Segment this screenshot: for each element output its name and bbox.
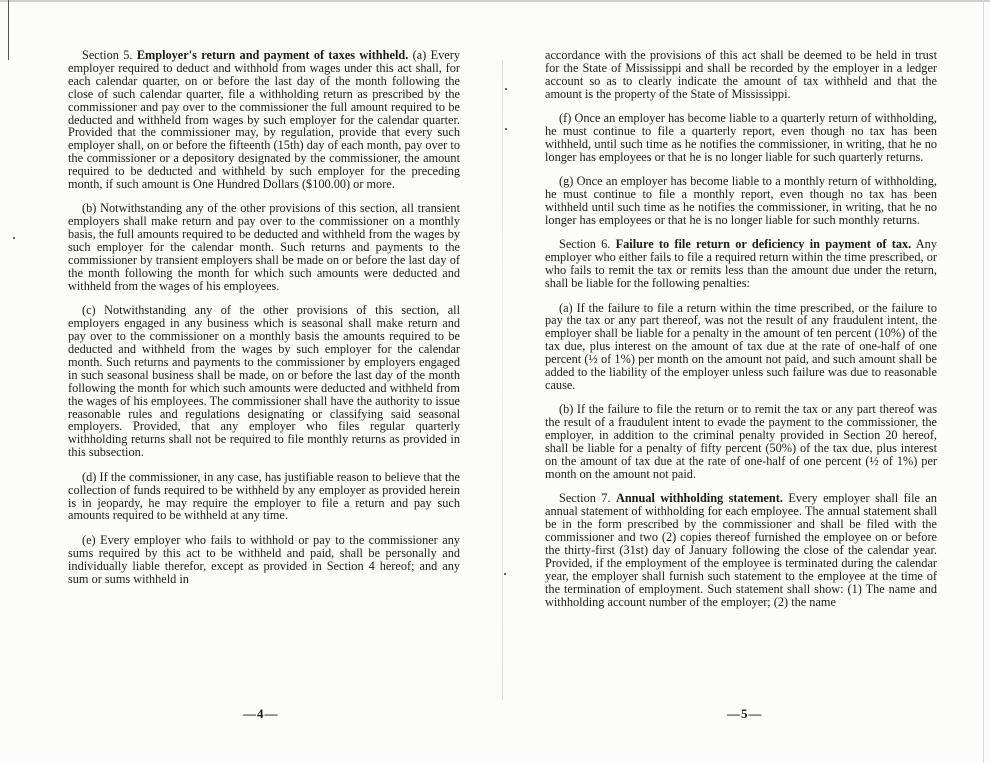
- right-paragraph: Section 7. Annual withholding statement. Every employer shall file an annual statement of withholding for each employee. The annual statement shall be in the form prescribed by the commissioner and shall be filed with the commissioner and two (2) copies thereof furnished the employee on or before the thirty-first (31st) day of January following the close of the calendar year. Provided, if the employment of the employee is terminated during the calendar year, the employer shall furnish such statement to the employee at the time of the termination of employment. Such statement shall show: (1) The name and withholding account number of the employer; (2) the name: [545, 491, 937, 609]
- page-number-right: —5—: [727, 706, 763, 721]
- right-paragraph: (g) Once an employer has become liable to a monthly return of withholding, he must continue to file a monthly report, even though no tax has been withheld until such time as he notifies the commissioner, in writing, that he no longer has employees or that he is no longer liable for such monthly returns.: [545, 174, 937, 227]
- left-paragraph: (d) If the commissioner, in any case, has justifiable reason to believe that the collection of funds required to be withheld by any employer as provided herein is in jeopardy, he may require the employer to file a return and pay such amounts required to be withheld at any time.: [68, 469, 460, 523]
- page-number-left: —4—: [243, 706, 279, 721]
- page-right-edge: [983, 0, 984, 763]
- left-paragraph: (c) Notwithstanding any of the other provisions of this section, all employers engaged in any business which is seasonal shall make return and pay over to the commissioner on a monthly basis the amounts required to be deducted and withheld from the wages by such employer for the calendar month. Such returns and payments to the commissioner by employers engaged in such seasonal business shall be made, on or before the last day of the month following the month for which such amounts were deducted and withheld from the wages of his employees. The commissioner shall have the authority to issue reasonable rules and regulations designating or classifying said seasonal employers. Provided, that any employer who files regular quarterly withholding returns shall not be required to file monthly returns as provided in this subsection.: [68, 303, 460, 460]
- page-top-edge: [0, 0, 990, 2]
- right-paragraph: accordance with the provisions of this act shall be deemed to be held in trust for the State of Mississippi and shall be recorded by the employer in a ledger account so as to clearly indicate the amount of tax withheld and that the amount is the property of the State of Mississippi.: [545, 48, 937, 101]
- right-paragraph: (b) If the failure to file the return or to remit the tax or any part thereof was the result of a fraudulent intent to evade the payment to the commissioner, the employer, in addition to the criminal penalty provided in Section 20 hereof, shall be liable for a penalty of fifty percent (50%) of the tax due, plus interest on the amount of tax due at the rate of one-half of one percent (½ of 1%) per month on the amount not paid.: [545, 402, 937, 481]
- scan-speck: [505, 88, 507, 90]
- left-paragraph: (b) Notwithstanding any of the other provisions of this section, all transient employers shall make return and pay over to the commissioner on a monthly basis, the full amounts required to be deducted and withheld from the wages by such employer for the calendar month. Such returns and payments to the commissioner by transient employers shall be made on or before the last day of the month following the month for which such amounts were deducted and withheld from the wages of his employees.: [68, 201, 460, 293]
- section-heading: Annual withholding statement.: [615, 491, 783, 506]
- right-paragraph: Section 6. Failure to file return or deficiency in payment of tax. Any employer who either fails to file a required return within the time prescribed, or who fails to remit the tax or remits less than the amount due under the return, shall be liable for the following penalties:: [545, 237, 937, 291]
- right-paragraph: (a) If the failure to file a return within the time prescribed, or the failure to pay the tax or any part thereof, was not the result of any fraudulent intent, the employer shall be liable for a penalty in the amount of ten percent (10%) of the tax due, plus interest on the amount of tax due at the rate of one-half of one percent (½ of 1%) per month on the amount not paid, and such amount shall be added to the liability of the employer unless such failure was due to reasonable cause.: [545, 300, 937, 392]
- scan-speck: [13, 237, 15, 239]
- left-paragraph: (e) Every employer who fails to withhold or pay to the commissioner any sums required by this act to be withheld and paid, shall be personally and individually liable therefor, except as provided in Section 4 hereof; and any sum or sums withheld in: [68, 532, 460, 586]
- page-left-edge-mark: [8, 0, 9, 60]
- scan-speck: [504, 573, 506, 575]
- right-paragraph: (f) Once an employer has become liable to a quarterly return of withholding, he must continue to file a quarterly report, even though no tax has been withheld, until such time as he notifies the commissioner, in writing, that he no longer has employees or that he is no longer liable for such quarterly returns.: [545, 111, 937, 164]
- right-page-column: [545, 49, 937, 620]
- section-heading: Employer's return and payment of taxes withheld.: [136, 48, 409, 62]
- scan-speck: [505, 128, 507, 130]
- left-paragraph: Section 5. Employer's return and payment of taxes withheld. (a) Every employer required to deduct and withhold from wages under this act shall, for each calendar quarter, on or before the last day of the month following the close of such calendar quarter, file a withholding return as prescribed by the commissioner and pay over to the commissioner the full amount required to be deducted and withheld from wages by such employer for the calendar quarter. Provided that the commissioner may, by regulation, provide that every such employer shall, on or before the fifteenth (15th) day of each month, pay over to the commissioner or a depository designated by the commissioner, the amount required to be deducted and withheld by such employer for the preceding month, if such amount is One Hundred Dollars ($100.00) or more.: [68, 48, 460, 192]
- section-heading: Failure to file return or deficiency in payment of tax.: [615, 237, 912, 252]
- book-gutter: [502, 60, 503, 700]
- left-page-column: [68, 49, 460, 597]
